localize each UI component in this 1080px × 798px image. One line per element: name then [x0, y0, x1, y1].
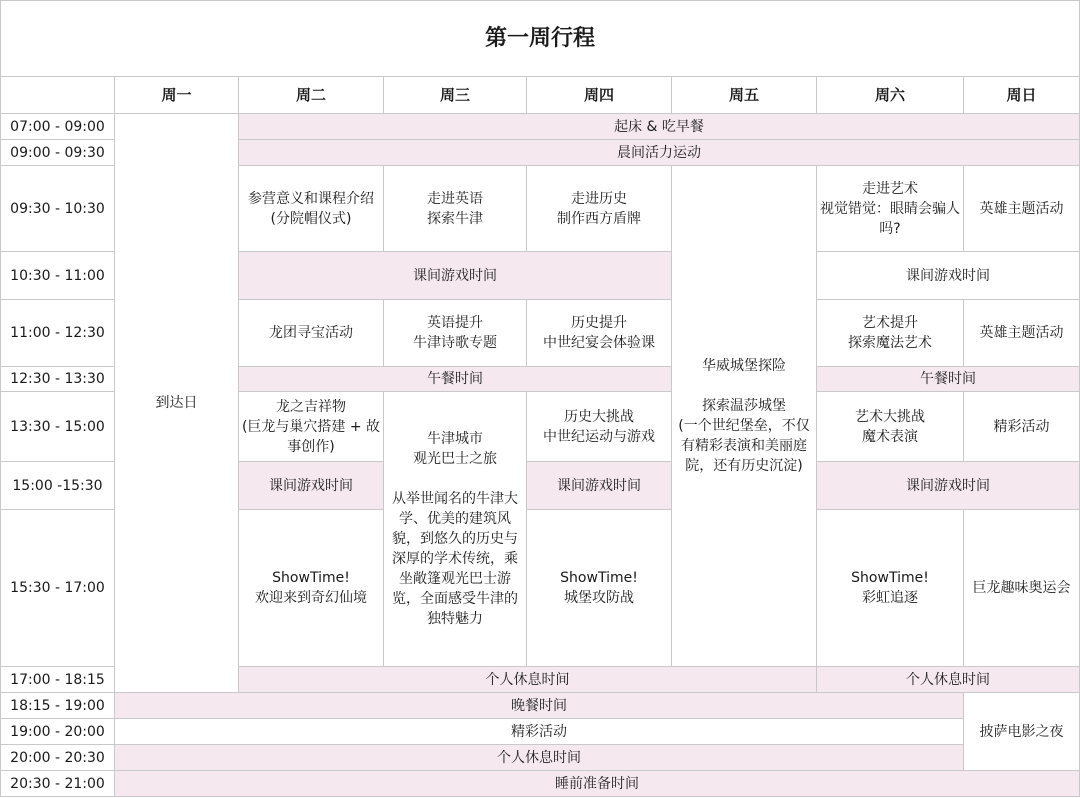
day-header-thu: 周四 — [527, 77, 672, 114]
time-label: 15:00 -15:30 — [1, 462, 115, 510]
day-header-sun: 周日 — [964, 77, 1080, 114]
game-time-cell: 课间游戏时间 — [239, 252, 672, 300]
activity-text: 巨龙趣味奥运会 — [972, 580, 1071, 596]
time-label: 20:30 - 21:00 — [1, 771, 115, 797]
dinner-cell: 晚餐时间 — [115, 693, 964, 719]
page-title: 第一周行程 — [1, 1, 1080, 77]
activity-cell — [817, 392, 964, 462]
activity-text: 历史大挑战 中世纪运动与游戏 — [543, 408, 655, 445]
activity-cell — [527, 510, 672, 667]
activity-cell — [527, 166, 672, 252]
day-header-wed: 周三 — [384, 77, 527, 114]
wed-oxford-tour-cell — [384, 392, 527, 667]
evening-activity-cell: 精彩活动 — [115, 719, 964, 745]
activity-cell — [817, 510, 964, 667]
activity-cell — [964, 166, 1080, 252]
activity-text: 历史提升 中世纪宴会体验课 — [543, 315, 655, 351]
time-label: 12:30 - 13:30 — [1, 367, 115, 392]
time-label: 10:30 - 11:00 — [1, 252, 115, 300]
morning-exercise-cell: 晨间活力运动 — [239, 140, 1080, 166]
activity-cell — [239, 392, 384, 462]
time-label: 15:30 - 17:00 — [1, 510, 115, 667]
corner-header — [1, 77, 115, 114]
activity-text: 参营意义和课程介绍 (分院帽仪式) — [248, 190, 374, 227]
activity-text: 走进历史 制作西方盾牌 — [557, 190, 641, 227]
sun-movie-night-cell: 披萨电影之夜 — [964, 693, 1080, 771]
activity-text: 牛津城市 观光巴士之旅 从举世闻名的牛津大学、优美的建筑风貌，到悠久的历史与深厚的学术传统，乘坐敞篷观光巴士游览，全面感受牛津的独特魅力 — [392, 431, 518, 627]
day-header-row — [1, 77, 1080, 114]
time-label: 11:00 - 12:30 — [1, 300, 115, 367]
lunch-cell: 午餐时间 — [239, 367, 672, 392]
activity-text: 英雄主题活动 — [979, 200, 1064, 217]
activity-cell — [384, 300, 527, 367]
activity-cell — [817, 166, 964, 252]
time-label: 09:30 - 10:30 — [1, 166, 115, 252]
activity-text: 精彩活动 — [993, 418, 1050, 435]
game-time-cell: 课间游戏时间 — [817, 462, 1080, 510]
activity-cell — [239, 166, 384, 252]
day-header-fri: 周五 — [672, 77, 817, 114]
activity-text: 艺术提升 探索魔法艺术 — [848, 315, 932, 351]
lunch-cell: 午餐时间 — [817, 367, 1080, 392]
activity-cell — [964, 300, 1080, 367]
game-time-cell: 课间游戏时间 — [527, 462, 672, 510]
activity-text: 艺术大挑战 魔术表演 — [855, 408, 925, 445]
breakfast-cell: 起床 & 吃早餐 — [239, 114, 1080, 140]
activity-text: ShowTime! 彩虹追逐 — [851, 570, 929, 606]
time-label: 19:00 - 20:00 — [1, 719, 115, 745]
activity-text: 华威城堡探险 探索温莎城堡 (一个世纪堡垒，不仅有精彩表演和美丽庭院，还有历史沉淀) — [678, 358, 810, 474]
activity-cell — [964, 510, 1080, 667]
activity-cell — [384, 166, 527, 252]
activity-text: 龙之吉祥物 (巨龙与巢穴搭建 + 故事创作) — [241, 398, 381, 455]
activity-cell — [527, 300, 672, 367]
time-label: 07:00 - 09:00 — [1, 114, 115, 140]
rest-time-cell: 个人休息时间 — [115, 745, 964, 771]
activity-text: 英雄主题活动 — [979, 325, 1064, 341]
day-header-tue: 周二 — [239, 77, 384, 114]
activity-text: ShowTime! 城堡攻防战 — [560, 570, 638, 606]
activity-cell — [817, 300, 964, 367]
day-header-sat: 周六 — [817, 77, 964, 114]
game-time-cell: 课间游戏时间 — [817, 252, 1080, 300]
time-label: 13:30 - 15:00 — [1, 392, 115, 462]
activity-cell — [239, 300, 384, 367]
activity-text: 走进英语 探索牛津 — [427, 190, 483, 227]
mon-arrival-cell: 到达日 — [115, 114, 239, 693]
activity-text: 英语提升 牛津诗歌专题 — [413, 315, 497, 351]
rest-time-cell: 个人休息时间 — [239, 667, 817, 693]
activity-text: 走进艺术 视觉错觉：眼睛会骗人吗? — [820, 180, 960, 237]
activity-cell — [239, 510, 384, 667]
time-label: 20:00 - 20:30 — [1, 745, 115, 771]
activity-text: ShowTime! 欢迎来到奇幻仙境 — [255, 570, 367, 606]
time-label: 17:00 - 18:15 — [1, 667, 115, 693]
game-time-cell: 课间游戏时间 — [239, 462, 384, 510]
fri-castle-cell — [672, 166, 817, 667]
activity-cell — [964, 392, 1080, 462]
time-label: 09:00 - 09:30 — [1, 140, 115, 166]
activity-cell — [527, 392, 672, 462]
day-header-mon: 周一 — [115, 77, 239, 114]
rest-time-cell: 个人休息时间 — [817, 667, 1080, 693]
activity-text: 龙团寻宝活动 — [269, 325, 353, 341]
bedtime-cell: 睡前准备时间 — [115, 771, 1080, 797]
time-label: 18:15 - 19:00 — [1, 693, 115, 719]
